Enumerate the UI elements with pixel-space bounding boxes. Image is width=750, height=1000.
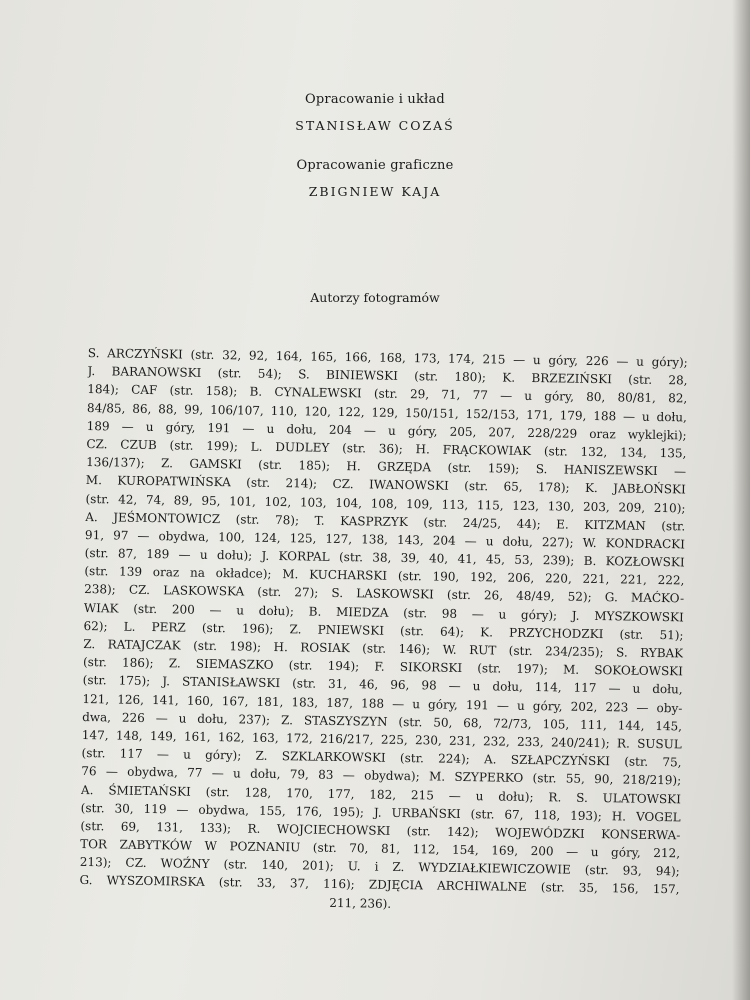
credit-layout-label: Opracowanie i układ <box>305 92 445 107</box>
authors-line: 213); CZ. WOŹNY (str. 140, 201); U. i Z. WYDZIAŁKIEWICZOWIE (str. 93, 94); <box>79 855 680 879</box>
authors-line: G. WYSZOMIRSKA (str. 33, 37, 116); ZDJĘCIA ARCHIWALNE (str. 35, 156, 157, <box>79 873 680 897</box>
authors-line: (str. 186); Z. SIEMASZKO (str. 194); F. SIKORSKI (str. 197); M. SOKOŁOWSKI <box>82 655 684 679</box>
authors-line: 121, 126, 141, 160, 167, 181, 183, 187, 188 — u góry, 191 — u góry, 202, 223 — oby- <box>82 691 683 715</box>
authors-line: 189 — u góry, 191 — u dołu, 204 — u góry, 205, 207, 228/229 oraz wyklejki); <box>86 418 687 443</box>
authors-line: TOR ZABYTKÓW W POZNANIU (str. 70, 81, 112, 154, 169, 200 — u góry, 212, <box>80 837 681 861</box>
authors-line: (str. 69, 131, 133); R. WOJCIECHOWSKI (str. 142); WOJEWÓDZKI KONSERWA- <box>80 818 681 843</box>
authors-line: S. ARCZYŃSKI (str. 32, 92, 164, 165, 166, 168, 173, 174, 215 — u góry, 226 — u góry); <box>87 345 688 370</box>
credit-graphics-name: ZBIGNIEW KAJA <box>308 184 442 199</box>
authors-line: 147, 148, 149, 161, 162, 163, 172, 216/217, 225, 230, 231, 232, 233, 240/241); R. SUSUL <box>81 727 682 752</box>
page-edge-shadow <box>732 0 750 1000</box>
authors-line: 211, 236). <box>329 895 392 911</box>
authors-line: A. ŚMIETAŃSKI (str. 128, 170, 177, 182, 215 — u dołu); R. S. ULATOWSKI <box>80 782 682 806</box>
authors-line: 76 — obydwa, 77 — u dołu, 79, 83 — obydwa); M. SZYPERKO (str. 55, 90, 218/219); <box>81 764 682 788</box>
authors-line: 238); CZ. LASKOWSKA (str. 27); S. LASKOWSKI (str. 26, 48/49, 52); G. MAĆKO- <box>84 582 685 606</box>
authors-line: (str. 117 — u góry); Z. SZKLARKOWSKI (str. 224); A. SZŁAPCZYŃSKI (str. 75, <box>81 746 682 770</box>
authors-line: (str. 139 oraz na okładce); M. KUCHARSKI (str. 190, 192, 206, 220, 221, 221, 222, <box>84 564 685 588</box>
authors-line: 84/85, 86, 88, 99, 106/107, 110, 120, 122, 129, 150/151, 152/153, 171, 179, 188 — u dołu, <box>86 400 688 424</box>
authors-line: 136/137); Z. GAMSKI (str. 185); H. GRZĘDA (str. 159); S. HANISZEWSKI — <box>86 455 687 479</box>
authors-line: 91, 97 — obydwa, 100, 124, 125, 127, 138, 143, 204 — u dołu, 227); W. KONDRACKI <box>84 527 686 552</box>
authors-line: (str. 42, 74, 89, 95, 101, 102, 103, 104, 108, 109, 113, 115, 123, 130, 203, 209, 210); <box>85 491 686 515</box>
authors-line: CZ. CZUB (str. 199); L. DUDLEY (str. 36); H. FRĄCKOWIAK (str. 132, 134, 135, <box>86 436 687 461</box>
authors-line: dwa, 226 — u dołu, 237); Z. STASZYSZYN (str. 50, 68, 72/73, 105, 111, 144, 145, <box>82 709 683 734</box>
credit-layout-name: STANISŁAW COZAŚ <box>295 118 455 133</box>
authors-list <box>79 344 688 917</box>
credit-graphics-label: Opracowanie graficzne <box>296 158 454 173</box>
authors-line: J. BARANOWSKI (str. 54); S. BINIEWSKI (str. 180); K. BRZEZIŃSKI (str. 28, <box>87 364 688 388</box>
authors-line: 62); L. PERZ (str. 196); Z. PNIEWSKI (str. 64); K. PRZYCHODZKI (str. 51); <box>83 618 684 643</box>
authors-line: WIAK (str. 200 — u dołu); B. MIEDZA (str. 98 — u góry); J. MYSZKOWSKI <box>83 600 684 625</box>
authors-line: Z. RATAJCZAK (str. 198); H. ROSIAK (str. 146); W. RUT (str. 234/235); S. RYBAK <box>83 636 684 661</box>
authors-line: (str. 175); J. STANISŁAWSKI (str. 31, 46, 96, 98 — u dołu, 114, 117 — u dołu, <box>82 673 683 697</box>
authors-heading: Autorzy fotogramów <box>310 290 440 305</box>
authors-line: 184); CAF (str. 158); B. CYNALEWSKI (str. 29, 71, 77 — u góry, 80, 80/81, 82, <box>87 382 688 406</box>
authors-line: A. JEŚMONTOWICZ (str. 78); T. KASPRZYK (str. 24/25, 44); E. KITZMAN (str. <box>85 509 686 534</box>
authors-line: (str. 87, 189 — u dołu); J. KORPAL (str. 38, 39, 40, 41, 45, 53, 239); B. KOZŁOWSKI <box>84 546 685 570</box>
authors-line: (str. 30, 119 — obydwa, 155, 176, 195); J. URBAŃSKI (str. 67, 118, 193); H. VOGEL <box>80 800 681 825</box>
authors-line: M. KUROPATWIŃSKA (str. 214); CZ. IWANOWSKI (str. 65, 178); K. JABŁOŃSKI <box>85 473 686 497</box>
